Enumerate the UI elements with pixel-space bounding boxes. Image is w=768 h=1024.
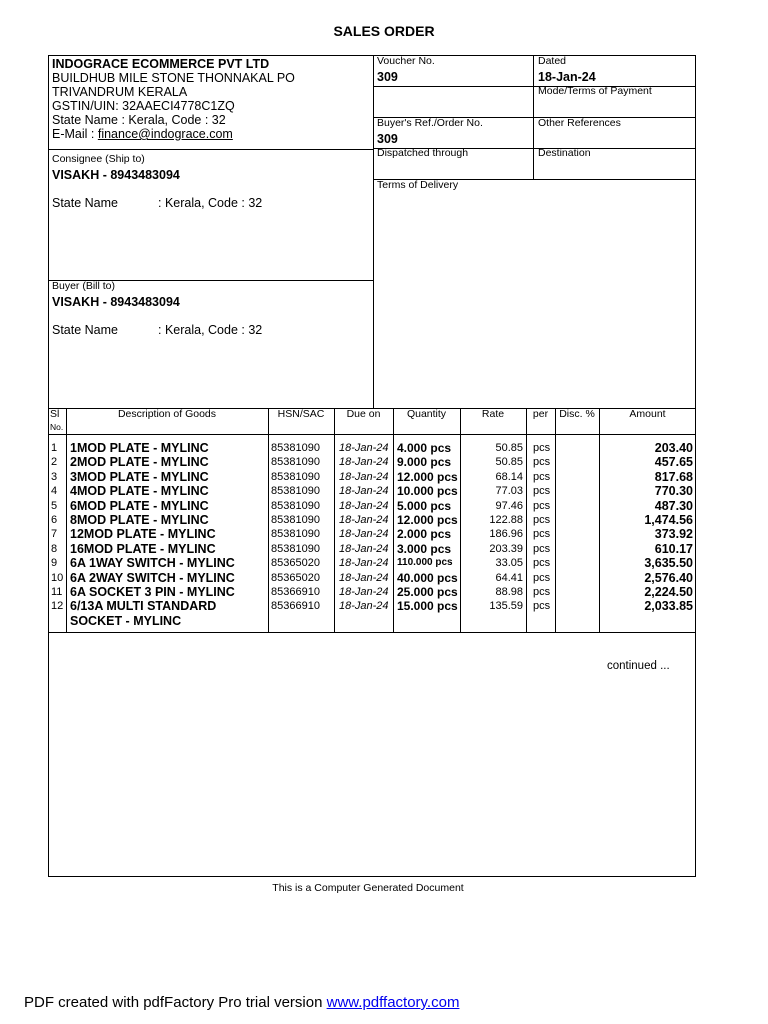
divider [393,408,394,632]
row-hsn: 85381090 [271,528,320,541]
buyer-name: VISAKH - 8943483094 [52,295,180,309]
row-amount: 2,224.50 [644,585,693,599]
row-description: 8MOD PLATE - MYLINC [70,513,209,527]
row-per: pcs [533,571,551,584]
row-quantity: 25.000 pcs [397,585,458,599]
row-due: 18-Jan-24 [339,514,389,526]
row-due: 18-Jan-24 [339,528,389,541]
consignee-label: Consignee (Ship to) [52,153,145,165]
footer-note: This is a Computer Generated Document [272,882,464,894]
row-hsn: 85381090 [271,442,320,454]
th-per: per [532,408,549,420]
pdf-footer-text: PDF created with pdfFactory Pro trial version [24,994,327,1011]
row-due: 18-Jan-24 [339,542,389,555]
th-description: Description of Goods [117,408,217,420]
row-amount: 373.92 [654,527,693,542]
row-hsn: 85381090 [271,485,320,498]
row-quantity: 12.000 pcs [397,513,458,527]
row-description: 1MOD PLATE - MYLINC [70,441,209,455]
row-rate: 88.98 [495,586,523,598]
buyer-label: Buyer (Bill to) [52,280,116,292]
row-due: 18-Jan-24 [339,470,389,483]
row-description: 2MOD PLATE - MYLINC [70,455,209,470]
buyer-state-label: State Name [52,323,119,337]
row-quantity: 40.000 pcs [397,570,458,585]
row-due: 18-Jan-24 [339,600,389,613]
row-quantity: 12.000 pcs [397,469,458,484]
row-sl: 10 [51,571,64,584]
dispatched-label: Dispatched through [377,147,469,159]
row-quantity: 2.000 pcs [397,527,452,542]
buyer-state-value: : Kerala, Code : 32 [158,323,263,337]
row-per: pcs [533,442,551,454]
row-quantity: 110.000 pcs [397,557,453,569]
row-rate: 77.03 [495,485,523,498]
terms-label: Terms of Delivery [377,179,459,191]
row-rate: 97.46 [495,499,523,512]
th-quantity: Quantity [406,408,447,420]
th-rate: Rate [481,408,505,420]
row-amount: 610.17 [654,541,693,556]
pdf-footer [24,994,459,1011]
row-sl: 3 [51,470,58,483]
row-description: 3MOD PLATE - MYLINC [70,469,209,484]
divider [334,408,335,632]
row-per: pcs [533,557,551,570]
row-rate: 33.05 [495,557,523,570]
row-quantity: 9.000 pcs [397,455,452,470]
row-per: pcs [533,456,551,469]
row-amount: 3,635.50 [644,556,693,571]
company-name: INDOGRACE ECOMMERCE PVT LTD [52,57,270,71]
row-due: 18-Jan-24 [339,499,389,512]
row-due: 18-Jan-24 [339,485,389,498]
row-quantity: 5.000 pcs [397,498,452,513]
divider [66,408,67,632]
th-amount: Amount [629,408,666,420]
row-amount: 203.40 [654,441,693,455]
row-sl: 7 [51,528,58,541]
row-amount: 1,474.56 [644,513,693,527]
row-hsn: 85381090 [271,514,320,526]
th-disc: Disc. % [559,408,595,420]
row-sl: 1 [51,442,58,454]
divider [48,632,696,633]
pdf-footer-link[interactable]: www.pdffactory.com [326,994,460,1011]
row-sl: 6 [51,514,58,526]
row-description: 6A 1WAY SWITCH - MYLINC [70,556,235,571]
row-per: pcs [533,499,551,512]
row-per: pcs [533,542,551,555]
row-description: 6A 2WAY SWITCH - MYLINC [70,570,235,585]
row-rate: 68.14 [495,470,523,483]
row-description: 6A SOCKET 3 PIN - MYLINC [70,585,235,599]
row-description: 6MOD PLATE - MYLINC [70,498,209,513]
row-per: pcs [533,485,551,498]
consignee-state-label: State Name [52,196,119,210]
row-amount: 817.68 [654,469,693,484]
divider [526,408,527,632]
row-rate: 50.85 [495,456,523,469]
voucher-label: Voucher No. [377,55,435,67]
row-due: 18-Jan-24 [339,571,389,584]
consignee-state-value: : Kerala, Code : 32 [158,196,263,210]
email-link[interactable]: finance@indograce.com [97,127,233,141]
row-rate: 50.85 [495,442,523,454]
row-rate: 186.96 [489,528,523,541]
row-amount: 770.30 [654,484,693,499]
row-per: pcs [533,470,551,483]
row-description: 12MOD PLATE - MYLINC [70,527,216,542]
company-email [52,127,233,142]
row-quantity: 10.000 pcs [397,484,458,499]
row-hsn: 85366910 [271,600,320,613]
row-per: pcs [533,514,551,526]
row-due: 18-Jan-24 [339,557,389,570]
row-due: 18-Jan-24 [339,456,389,469]
row-description: 4MOD PLATE - MYLINC [70,484,209,499]
row-quantity: 4.000 pcs [397,441,452,455]
company-gstin: GSTIN/UIN: 32AAECI4778C1ZQ [52,99,235,113]
buyer-ref-label: Buyer's Ref./Order No. [377,117,483,129]
payment-label: Mode/Terms of Payment [538,85,652,97]
row-quantity: 15.000 pcs [397,599,458,614]
row-rate: 122.88 [489,514,523,526]
row-sl: 11 [51,586,63,598]
row-due: 18-Jan-24 [339,586,389,598]
row-hsn: 85381090 [271,470,320,483]
email-label: E-Mail : [52,127,98,141]
row-per: pcs [533,586,551,598]
dated-label: Dated [538,55,567,67]
row-hsn: 85365020 [271,571,320,584]
page-title: SALES ORDER [333,23,435,39]
row-sl: 4 [51,485,58,498]
company-address-1: BUILDHUB MILE STONE THONNAKAL PO [52,71,295,85]
row-description: 16MOD PLATE - MYLINC [70,541,216,556]
continued-text: continued ... [607,660,670,672]
divider [268,408,269,632]
th-hsn: HSN/SAC [277,408,325,420]
row-description: 6/13A MULTI STANDARD [70,599,217,614]
row-per: pcs [533,528,551,541]
destination-label: Destination [538,147,591,159]
row-rate: 64.41 [495,571,523,584]
row-sl: 8 [51,542,58,555]
row-hsn: 85366910 [271,586,320,598]
row-quantity: 3.000 pcs [397,541,452,556]
row-sl: 2 [51,456,58,469]
row-hsn: 85381090 [271,499,320,512]
row-sl: 12 [51,600,64,613]
th-due: Due on [346,408,381,420]
buyer-ref-value: 309 [377,132,398,146]
row-amount: 457.65 [654,455,693,470]
company-state: State Name : Kerala, Code : 32 [52,113,226,127]
consignee-name: VISAKH - 8943483094 [52,168,180,182]
row-description-cont: SOCKET - MYLINC [70,613,182,628]
th-no: No. [50,422,64,432]
row-amount: 487.30 [654,498,693,513]
divider [373,55,374,408]
row-amount: 2,033.85 [644,599,693,614]
row-rate: 135.59 [489,600,523,613]
company-address-2: TRIVANDRUM KERALA [52,85,188,99]
row-sl: 5 [51,499,58,512]
row-amount: 2,576.40 [644,570,693,585]
row-due: 18-Jan-24 [339,442,389,454]
th-sl: Sl [50,408,60,420]
dated-value: 18-Jan-24 [538,70,596,84]
row-rate: 203.39 [489,542,523,555]
divider [48,149,373,150]
row-sl: 9 [51,557,58,570]
voucher-value: 309 [377,70,398,84]
row-per: pcs [533,600,551,613]
row-hsn: 85381090 [271,456,320,469]
divider [555,408,556,632]
other-ref-label: Other References [538,117,621,129]
row-hsn: 85381090 [271,542,320,555]
row-hsn: 85365020 [271,557,320,570]
